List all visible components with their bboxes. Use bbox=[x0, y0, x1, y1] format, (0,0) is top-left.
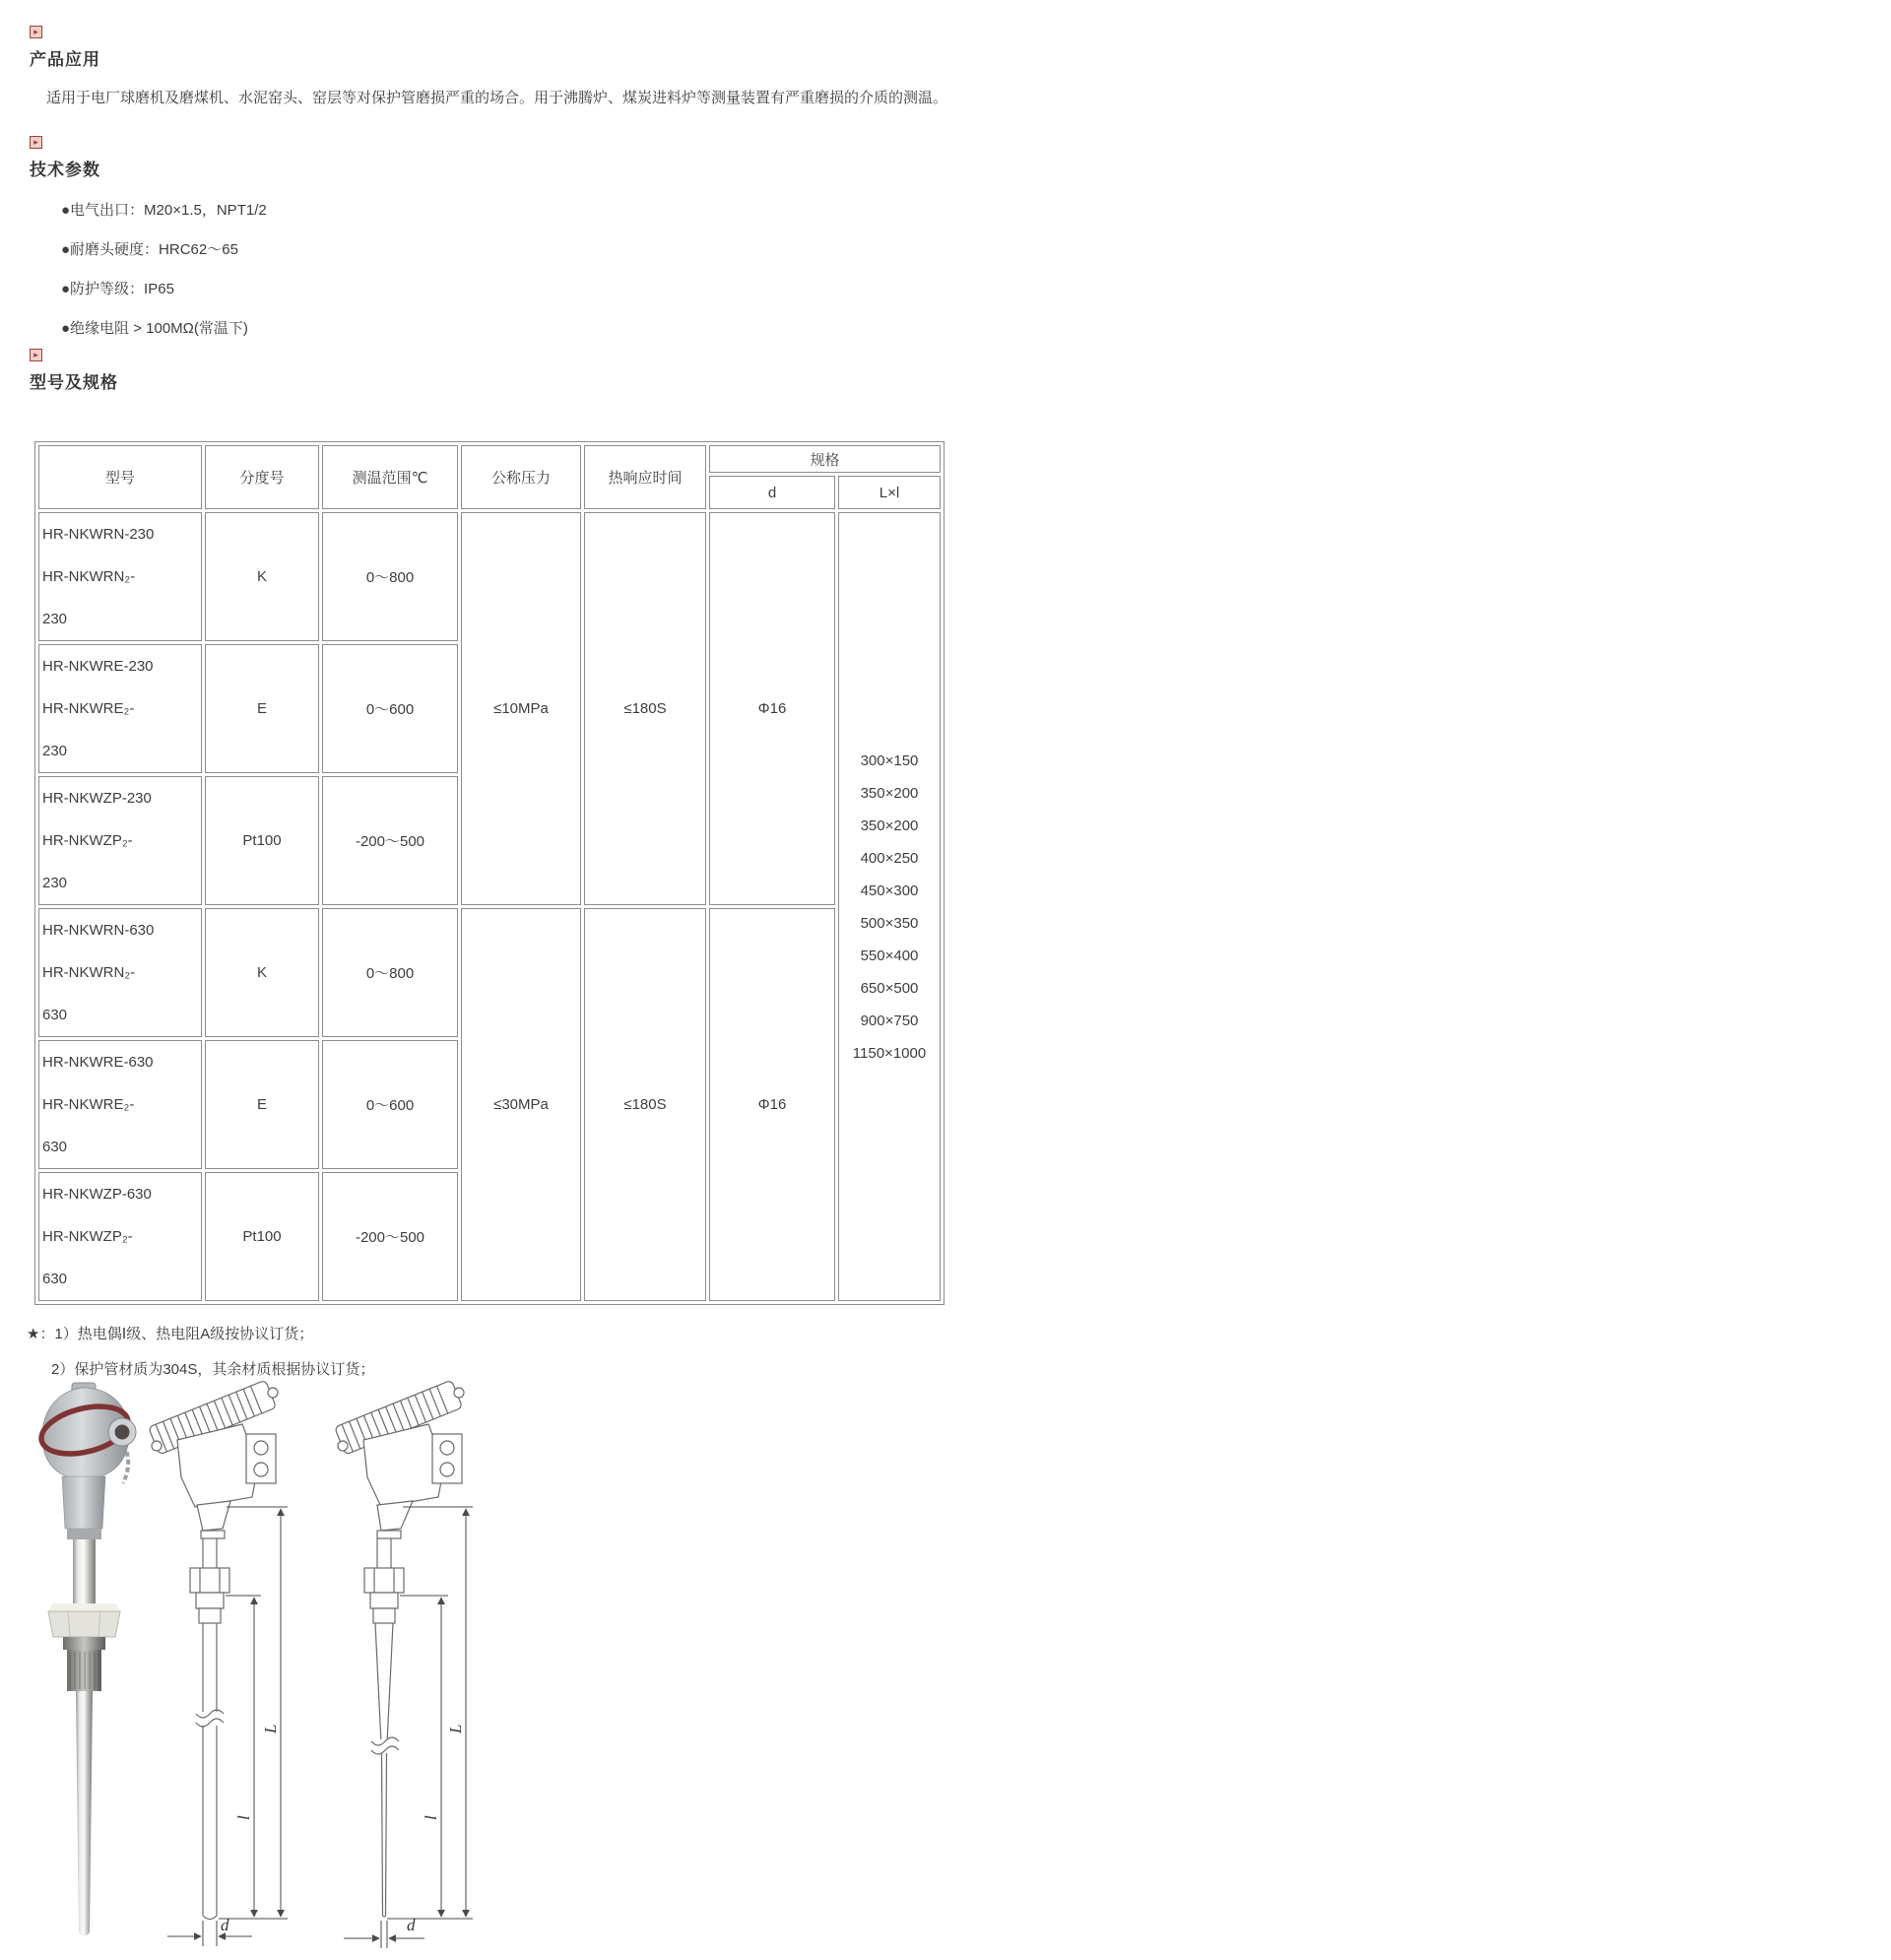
drawing-head-body bbox=[177, 1424, 276, 1507]
pressure-cell: ≤30MPa bbox=[461, 908, 581, 1301]
marker-glyph: ▸ bbox=[33, 27, 38, 36]
drawing-probe bbox=[196, 1623, 224, 1920]
section-heading-models: 型号及规格 bbox=[30, 373, 118, 392]
dim-label-d: d bbox=[407, 1916, 416, 1934]
col-header-index: 分度号 bbox=[205, 445, 319, 509]
col-header-lxl: L×l bbox=[838, 476, 941, 509]
model-cell: HR-NKWZP-230 HR-NKWZP₂- 230 bbox=[38, 776, 202, 905]
col-header-model: 型号 bbox=[38, 445, 202, 509]
tech-param-protection: ●防护等级：IP65 bbox=[61, 281, 174, 297]
dim-label-l: l bbox=[422, 1815, 440, 1820]
drawing-head bbox=[335, 1380, 464, 1507]
drawing-probe bbox=[371, 1623, 399, 1917]
model-cell: HR-NKWRE-230 HR-NKWRE₂- 230 bbox=[38, 644, 202, 773]
dim-label-d: d bbox=[221, 1916, 229, 1934]
col-header-range: 测温范围℃ bbox=[322, 445, 458, 509]
dim-label-L: L bbox=[261, 1724, 280, 1733]
section-marker-icon bbox=[30, 26, 42, 38]
index-cell: E bbox=[205, 1040, 319, 1169]
marker-glyph: ▸ bbox=[33, 137, 38, 147]
section-marker-icon bbox=[30, 349, 42, 361]
col-header-pressure: 公称压力 bbox=[461, 445, 581, 509]
application-text: 适用于电厂球磨机及磨煤机、水泥窑头、窑层等对保护管磨损严重的场合。用于沸腾炉、煤炭进料炉等测量装置有严重磨损的介质的测温。 bbox=[46, 90, 948, 106]
section-marker-icon bbox=[30, 136, 42, 149]
model-cell: HR-NKWRN-630 HR-NKWRN₂- 630 bbox=[38, 908, 202, 1037]
pressure-cell: ≤10MPa bbox=[461, 512, 581, 905]
section-heading-application: 产品应用 bbox=[30, 50, 100, 69]
dim-label-l: l bbox=[234, 1815, 253, 1820]
tech-params-list bbox=[61, 199, 267, 357]
thermocouple-photo bbox=[33, 1381, 139, 1950]
marker-glyph: ▸ bbox=[33, 350, 38, 359]
range-cell: 0～600 bbox=[322, 644, 458, 773]
tech-param-insulation: ●绝缘电阻 > 100MΩ(常温下) bbox=[61, 320, 248, 337]
index-cell: K bbox=[205, 908, 319, 1037]
response-cell: ≤180S bbox=[584, 512, 706, 905]
photo-head bbox=[36, 1383, 136, 1539]
range-cell: -200～500 bbox=[322, 1172, 458, 1301]
range-cell: 0～800 bbox=[322, 908, 458, 1037]
footnote-2: 2）保护管材质为304S，其余材质根据协议订货； bbox=[51, 1361, 375, 1378]
d-cell: Φ16 bbox=[709, 512, 835, 905]
model-cell: HR-NKWZP-630 HR-NKWZP₂- 630 bbox=[38, 1172, 202, 1301]
tech-param-hardness: ●耐磨头硬度：HRC62～65 bbox=[61, 241, 238, 258]
section-heading-tech-params: 技术参数 bbox=[30, 161, 100, 179]
model-cell: HR-NKWRN-230 HR-NKWRN₂- 230 bbox=[38, 512, 202, 641]
model-cell: HR-NKWRE-630 HR-NKWRE₂- 630 bbox=[38, 1040, 202, 1169]
response-cell: ≤180S bbox=[584, 908, 706, 1301]
index-cell: Pt100 bbox=[205, 776, 319, 905]
drawing-hex-nut bbox=[364, 1568, 404, 1593]
photo-hex-nut bbox=[48, 1603, 120, 1637]
photo-neck-tube bbox=[73, 1539, 96, 1611]
table-header-row bbox=[38, 445, 941, 473]
d-cell: Φ16 bbox=[709, 908, 835, 1301]
photo-threaded-fitting bbox=[63, 1637, 105, 1691]
photo-probe-tube bbox=[76, 1691, 93, 1936]
range-cell: 0～600 bbox=[322, 1040, 458, 1169]
table-row bbox=[38, 908, 941, 1037]
table-row bbox=[38, 512, 941, 641]
lxl-cell: 300×150 350×200 350×200 400×250 450×300 500×350 550×400 650×500 900×750 1150×1000 bbox=[838, 512, 941, 1301]
index-cell: Pt100 bbox=[205, 1172, 319, 1301]
index-cell: K bbox=[205, 512, 319, 641]
drawing-hex-nut bbox=[190, 1568, 229, 1593]
dim-label-L: L bbox=[446, 1724, 465, 1733]
col-header-response: 热响应时间 bbox=[584, 445, 706, 509]
dimension-drawing-straight-probe bbox=[148, 1379, 297, 1955]
col-header-d: d bbox=[709, 476, 835, 509]
range-cell: 0～800 bbox=[322, 512, 458, 641]
dimension-drawing-tapered-probe bbox=[320, 1379, 486, 1955]
col-header-spec: 规格 bbox=[709, 445, 941, 473]
spec-table bbox=[34, 441, 945, 1305]
index-cell: E bbox=[205, 644, 319, 773]
tech-param-electrical-exit: ●电气出口：M20×1.5，NPT1/2 bbox=[61, 202, 267, 219]
footnote-1: ★：1）热电偶Ⅰ级、热电阻A级按协议订货； bbox=[27, 1326, 314, 1342]
range-cell: -200～500 bbox=[322, 776, 458, 905]
